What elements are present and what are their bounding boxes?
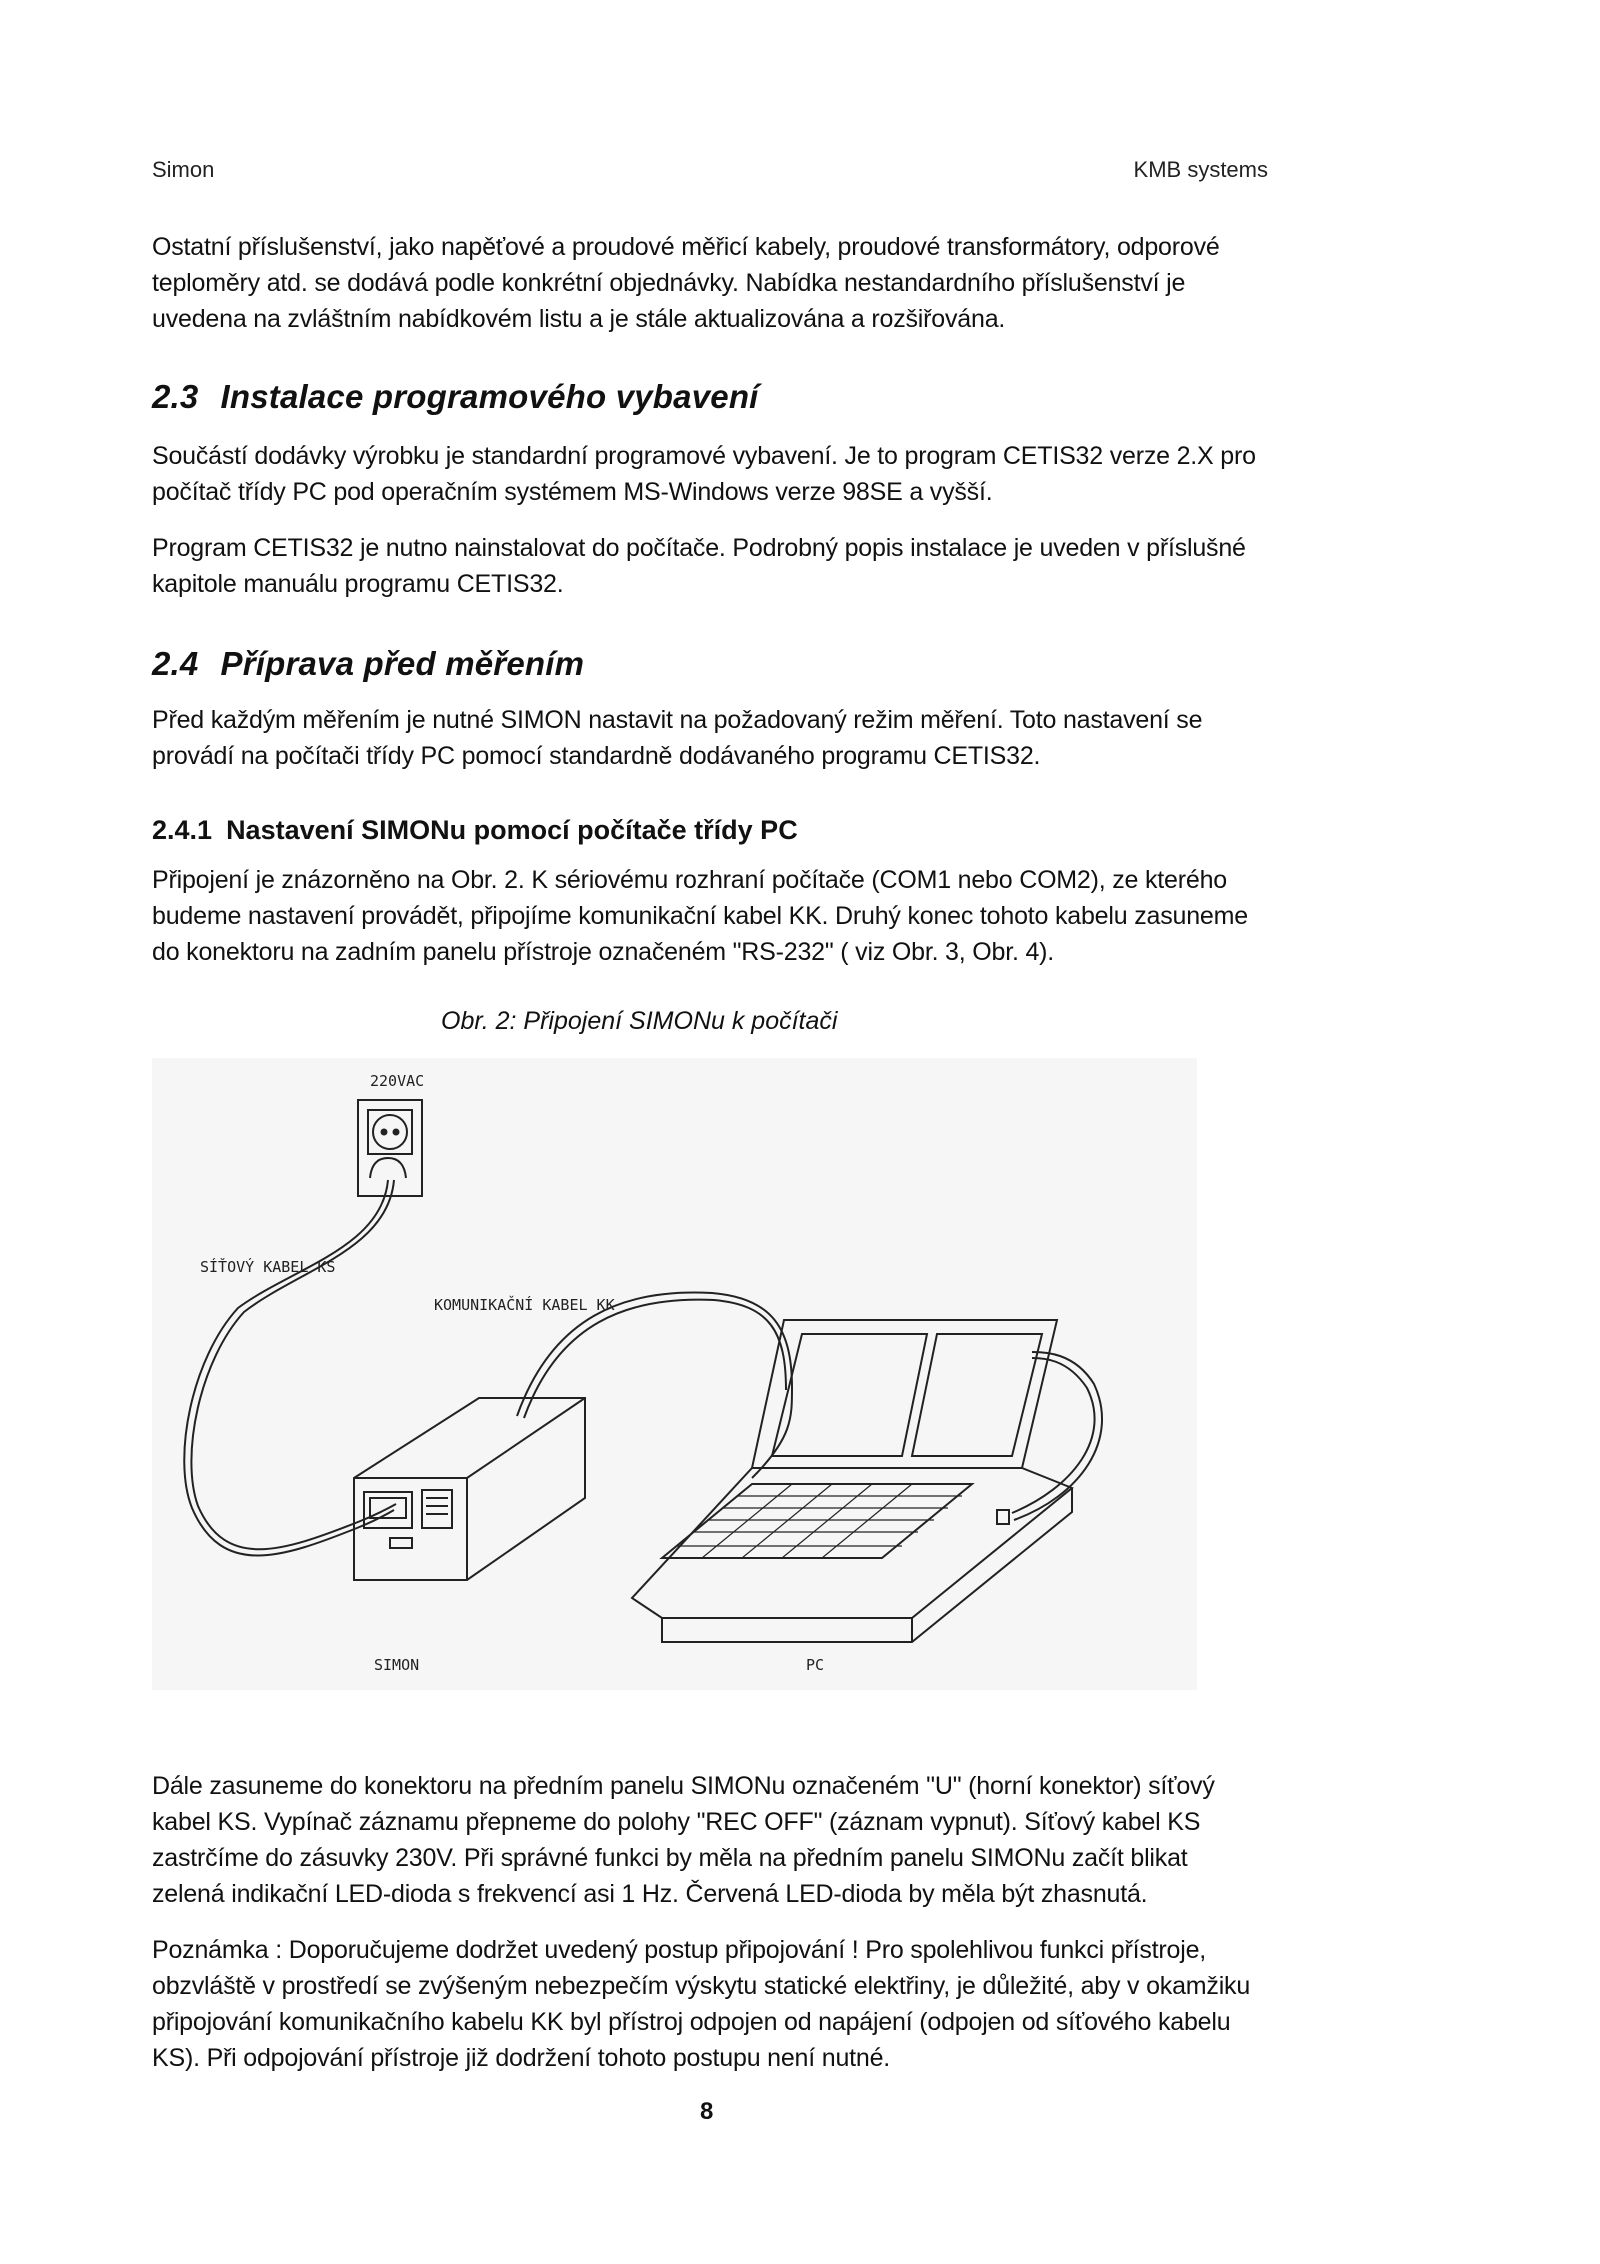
section-2-4-paragraph (152, 702, 1282, 774)
text-line: do konektoru na zadním panelu přístroje označeném "RS-232" ( viz Obr. 3, Obr. 4). (152, 938, 1055, 966)
subsection-title: Nastavení SIMONu pomocí počítače třídy PC (226, 815, 798, 845)
simon-label: SIMON (374, 1656, 420, 1674)
text-line: KS). Při odpojování přístroje již dodržení tohoto postupu není nutné. (152, 2044, 891, 2072)
subsection-heading-2-4-1 (152, 815, 798, 846)
text-line: Poznámka : Doporučujeme dodržet uvedený postup připojování ! Pro spolehlivou funkci přístroje, (152, 1936, 1207, 1964)
running-header-left: Simon (152, 157, 215, 182)
section-title: Příprava před měřením (220, 645, 585, 682)
after-figure-paragraph-1 (152, 1768, 1282, 1912)
section-2-3-paragraph-2 (152, 530, 1282, 602)
text-line: Dále zasuneme do konektoru na předním panelu SIMONu označeném "U" (horní konektor) síťový (152, 1772, 1215, 1800)
figure-caption: Obr. 2: Připojení SIMONu k počítači (441, 1007, 838, 1035)
power-label: 220VAC (370, 1072, 425, 1090)
text-line: Před každým měřením je nutné SIMON nastavit na požadovaný režim měření. Toto nastavení se (152, 706, 1203, 734)
power-cable-label: SÍŤOVÝ KABEL KS (200, 1258, 336, 1276)
text-line: Program CETIS32 je nutno nainstalovat do počítače. Podrobný popis instalace je uveden v příslušné (152, 534, 1246, 562)
section-heading-2-3 (152, 378, 759, 416)
section-title: Instalace programového vybavení (220, 378, 759, 415)
page-number: 8 (700, 2098, 714, 2125)
text-line: Součástí dodávky výrobku je standardní programové vybavení. Je to program CETIS32 verze 2.X pro (152, 442, 1256, 470)
comm-cable-label: KOMUNIKAČNÍ KABEL KK (434, 1296, 615, 1314)
text-line: budeme nastavení provádět, připojíme komunikační kabel KK. Druhý konec tohoto kabelu zasuneme (152, 902, 1248, 930)
wall-socket (358, 1100, 422, 1196)
intro-paragraph (152, 229, 1282, 337)
section-2-4-1-paragraph (152, 862, 1282, 970)
text-line: teploměry atd. se dodává podle konkrétní objednávky. Nabídka nestandardního příslušenství je (152, 269, 1186, 297)
running-header-right: KMB systems (1133, 157, 1268, 182)
note-paragraph (152, 1932, 1282, 2076)
section-heading-2-4 (152, 645, 584, 683)
power-cable-ks (184, 1180, 394, 1556)
text-line: obzvláště v prostředí se zvýšeným nebezpečím výskytu statické elektřiny, je důležité, aby v okamžiku (152, 1972, 1251, 2000)
section-number: 2.3 (152, 378, 199, 415)
text-line: kapitole manuálu programu CETIS32. (152, 570, 564, 598)
subsection-number: 2.4.1 (152, 815, 213, 845)
text-line: zelená indikační LED-dioda s frekvencí asi 1 Hz. Červená LED-dioda by měla být zhasnutá. (152, 1880, 1148, 1908)
communication-cable-kk (517, 1292, 792, 1478)
simon-device (354, 1398, 585, 1580)
pc-label: PC (806, 1656, 825, 1674)
text-line: počítač třídy PC pod operačním systémem MS-Windows verze 98SE a vyšší. (152, 478, 993, 506)
connection-diagram (152, 1058, 1197, 1690)
section-2-3-paragraph-1 (152, 438, 1282, 510)
laptop-pc (632, 1320, 1072, 1642)
text-line: připojování komunikačního kabelu KK byl přístroj odpojen od napájení (odpojen od síťového kabelu (152, 2008, 1231, 2036)
text-line: provádí na počítači třídy PC pomocí standardně dodávaného programu CETIS32. (152, 742, 1041, 770)
text-line: zastrčíme do zásuvky 230V. Při správné funkci by měla na předním panelu SIMONu začít blikat (152, 1844, 1188, 1872)
text-line: Připojení je znázorněno na Obr. 2. K sériovému rozhraní počítače (COM1 nebo COM2), ze kterého (152, 866, 1227, 894)
text-line: uvedena na zvláštním nabídkovém listu a je stále aktualizována a rozšiřována. (152, 305, 1006, 333)
connection-diagram-svg (152, 1058, 1197, 1690)
text-line: kabel KS. Vypínač záznamu přepneme do polohy "REC OFF" (záznam vypnut). Síťový kabel KS (152, 1808, 1201, 1836)
section-number: 2.4 (152, 645, 199, 682)
text-line: Ostatní příslušenství, jako napěťové a proudové měřicí kabely, proudové transformátory, odporové (152, 233, 1220, 261)
